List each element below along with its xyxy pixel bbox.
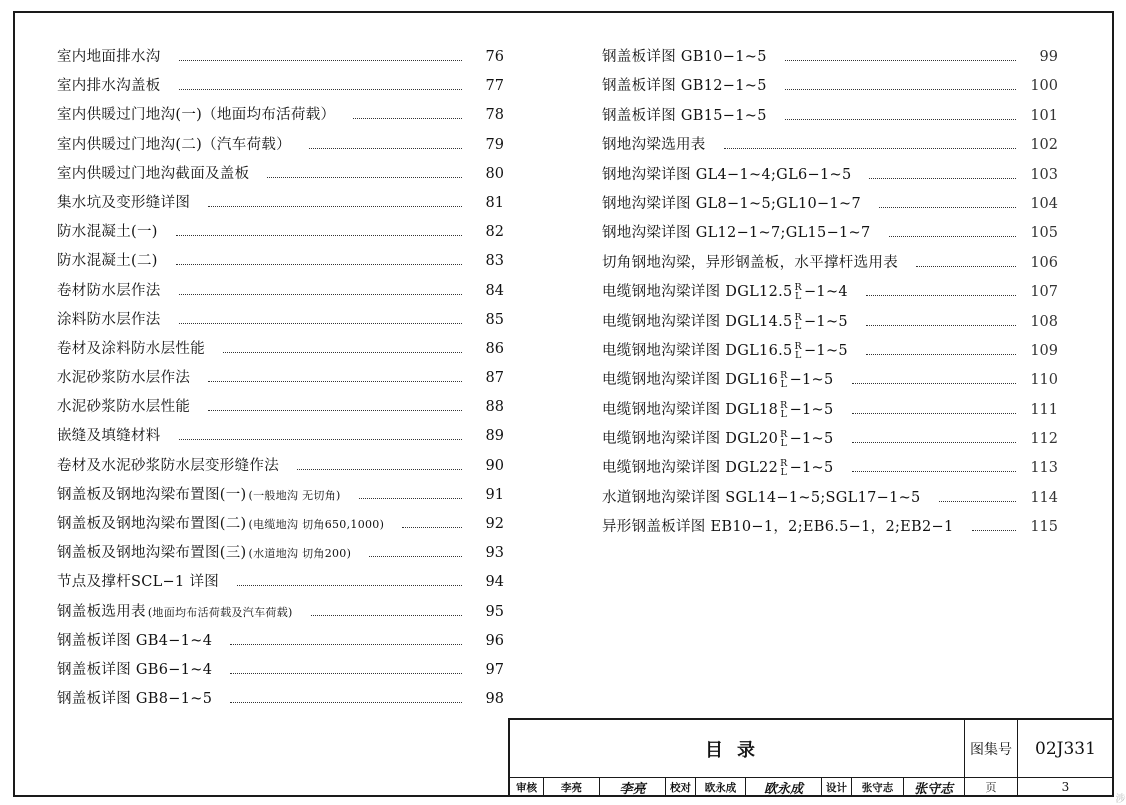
toc-entry-title-text: 钢盖板及钢地沟梁布置图(三): [57, 545, 247, 562]
dot-leader: [309, 148, 462, 149]
toc-entry: [57, 512, 504, 541]
toc-entry-page: 106: [1030, 254, 1058, 271]
dot-leader: [179, 89, 462, 90]
toc-entry-title-text: 水道钢地沟梁详图 SGL14−1~5;SGL17−1~5: [602, 489, 921, 506]
reviewer-signature: 李亮: [600, 778, 666, 796]
check-label: 校对: [666, 778, 696, 796]
toc-entry-title-text: 室内供暖过门地沟截面及盖板: [57, 165, 250, 182]
toc-entry-title: [602, 251, 898, 272]
title-block: [508, 718, 1113, 796]
toc-entry-page: 83: [485, 253, 504, 270]
toc-entry-fraction: [780, 430, 787, 448]
toc-entry-note: (电缆地沟 切角650,1000): [248, 518, 385, 531]
toc-entry-title: [57, 629, 212, 650]
toc-entry-title: [602, 398, 834, 419]
dot-leader: [179, 323, 462, 324]
toc-entry-page: 105: [1030, 225, 1058, 242]
toc-entry-title-text: 室内供暖过门地沟(一)（地面均布活荷载）: [57, 107, 336, 124]
toc-entry-page: 110: [1030, 372, 1058, 389]
toc-entry-page: 114: [1030, 489, 1058, 506]
toc-entry-title-text: 钢盖板详图 GB12−1~5: [602, 78, 767, 95]
toc-entry-title: [57, 74, 161, 95]
toc-entry-title: [57, 512, 384, 533]
toc-entry-title: [57, 541, 351, 562]
toc-entry: [602, 486, 1058, 515]
dot-leader: [267, 177, 462, 178]
toc-entry-page: 103: [1030, 166, 1058, 183]
reviewer-name: 李亮: [544, 778, 600, 796]
dot-leader: [916, 266, 1016, 267]
toc-entry-note: (水道地沟 切角200): [248, 547, 352, 561]
toc-entry: [602, 456, 1058, 485]
toc-entry-title-text: 异形钢盖板详图 EB10−1，2;EB6.5−1，2;EB2−1: [602, 519, 954, 536]
toc-entry-title-text: 电缆钢地沟梁详图 DGL16.5: [602, 342, 793, 359]
toc-entry-fraction: [780, 371, 787, 389]
dot-leader: [208, 381, 462, 382]
toc-entry-title: [602, 221, 871, 242]
fraction-part: L: [794, 291, 802, 303]
toc-entry: [602, 368, 1058, 397]
dot-leader: [724, 148, 1016, 149]
toc-entry-title-text: 钢地沟梁详图 GL8−1~5;GL10−1~7: [602, 195, 861, 212]
toc-entry-title-text: 钢盖板详图 GB8−1~5: [57, 691, 213, 708]
toc-entry-title: [57, 454, 279, 475]
toc-entry-page: 77: [485, 78, 504, 95]
dot-leader: [369, 556, 462, 557]
toc-entry-page: 102: [1030, 137, 1058, 154]
toc-entry: [602, 221, 1058, 250]
toc-entry-title-text: 钢盖板详图 GB6−1~4: [57, 661, 213, 678]
toc-entry-title-text: 切角钢地沟梁，异形钢盖板，水平撑杆选用表: [602, 254, 898, 271]
toc-entry-title: [57, 366, 190, 387]
toc-entry-title: [57, 308, 161, 329]
toc-entry: [57, 191, 504, 220]
toc-entry-page: 99: [1039, 49, 1058, 65]
dot-leader: [852, 442, 1016, 443]
toc-entry-page: 111: [1030, 401, 1058, 418]
toc-entry: [602, 515, 1058, 544]
fraction-part: L: [794, 320, 802, 332]
toc-entry-title-text: 水泥砂浆防水层作法: [57, 370, 191, 387]
toc-entry-title: [602, 192, 861, 213]
toc-entry-title-text: 电缆钢地沟梁详图 DGL18: [602, 401, 779, 418]
design-label: 设计: [822, 778, 852, 796]
toc-entry-title: [602, 515, 954, 536]
toc-entry-title: [602, 133, 706, 154]
toc-entry-title: [57, 424, 161, 445]
dot-leader: [230, 644, 462, 645]
toc-entry-fraction: [780, 401, 787, 419]
toc-entry-note: (地面均布活荷载及汽车荷载): [147, 605, 293, 619]
toc-entry-note: (一般地沟 无切角): [248, 488, 341, 502]
dot-leader: [939, 501, 1016, 502]
toc-entry-title-text: 电缆钢地沟梁详图 DGL16: [602, 372, 779, 389]
toc-entry: [57, 103, 504, 132]
toc-entry-title: [602, 74, 767, 95]
toc-entry-title-text: 钢盖板详图 GB15−1~5: [602, 107, 767, 124]
toc-right-column: [602, 45, 1058, 545]
toc-entry-title-text: 钢盖板及钢地沟梁布置图(二): [57, 516, 247, 532]
review-label: 审核: [510, 778, 544, 796]
toc-entry: [602, 310, 1058, 339]
toc-entry: [602, 45, 1058, 74]
dot-leader: [785, 60, 1016, 61]
toc-entry-title-text: 钢地沟梁详图 GL4−1~4;GL6−1~5: [602, 166, 852, 183]
toc-entry-title: [57, 220, 158, 241]
toc-entry-title-text: 电缆钢地沟梁详图 DGL12.5: [602, 284, 793, 301]
toc-entry-title: [57, 395, 190, 416]
dot-leader: [179, 439, 462, 440]
signature-row: [510, 778, 965, 796]
toc-entry-title: [602, 368, 834, 389]
toc-entry-page: 79: [485, 136, 504, 153]
dot-leader: [237, 585, 462, 586]
toc-entry-title-text: 钢地沟梁详图 GL12−1~7;GL15−1~7: [602, 225, 871, 242]
toc-entry-title: [57, 249, 158, 270]
toc-entry: [57, 133, 504, 162]
watermark: 涉: [1113, 793, 1124, 803]
fraction-part: L: [780, 408, 788, 420]
toc-entry: [57, 629, 504, 658]
toc-entry-title-suffix: −1~4: [803, 284, 848, 301]
toc-entry-title: [57, 658, 212, 679]
toc-entry-title: [602, 104, 767, 125]
page-number: 3: [1061, 780, 1070, 794]
toc-entry-page: 76: [485, 49, 504, 65]
toc-entry-title: [602, 163, 851, 184]
toc-entry-title-text: 卷材及涂料防水层性能: [57, 340, 205, 357]
dot-leader: [785, 119, 1016, 120]
dot-leader: [852, 413, 1016, 414]
designer-name: 张守志: [852, 778, 904, 796]
dot-leader: [297, 469, 462, 470]
toc-entry: [57, 74, 504, 103]
toc-entry-page: 92: [485, 516, 504, 532]
dot-leader: [208, 206, 462, 207]
toc-entry-title: [57, 337, 205, 358]
toc-entry-title-text: 室内供暖过门地沟(二)（汽车荷载）: [57, 136, 291, 153]
toc-entry: [57, 337, 504, 366]
dot-leader: [179, 294, 462, 295]
toc-entry: [602, 163, 1058, 192]
toc-entry-title-text: 钢盖板详图 GB10−1~5: [602, 49, 767, 65]
toc-entry-title-text: 电缆钢地沟梁详图 DGL14.5: [602, 313, 793, 330]
toc-entry: [602, 398, 1058, 427]
toc-entry-title-text: 节点及撑杆SCL−1 详图: [57, 574, 220, 591]
toc-entry-title: [57, 162, 249, 183]
fraction-part: R: [780, 458, 788, 470]
toc-entry: [57, 249, 504, 278]
toc-entry: [57, 395, 504, 424]
toc-entry: [57, 570, 504, 599]
dot-leader: [179, 60, 462, 61]
dot-leader: [852, 471, 1016, 472]
toc-entry-title: [602, 427, 834, 448]
fraction-part: R: [780, 370, 788, 382]
dot-leader: [353, 118, 462, 119]
dot-leader: [972, 530, 1016, 531]
fraction-part: R: [794, 340, 802, 352]
fraction-part: L: [780, 438, 788, 450]
fraction-part: L: [780, 467, 788, 479]
dot-leader: [230, 702, 462, 703]
toc-entry: [57, 279, 504, 308]
dot-leader: [869, 178, 1016, 179]
toc-entry-title-suffix: −1~5: [789, 372, 834, 389]
toc-entry-fraction: [780, 459, 787, 477]
designer-signature: 张守志: [913, 781, 953, 797]
toc-entry-page: 100: [1030, 78, 1058, 95]
toc-entry-page: 95: [485, 603, 504, 620]
toc-entry-page: 88: [485, 399, 504, 416]
toc-entry-title: [602, 280, 848, 301]
toc-entry: [602, 192, 1058, 221]
toc-entry-title-text: 卷材及水泥砂浆防水层变形缝作法: [57, 457, 279, 474]
toc-entry: [57, 687, 504, 716]
toc-entry-title-text: 涂料防水层作法: [57, 311, 161, 328]
toc-entry-page: 107: [1030, 284, 1058, 301]
toc-entry-page: 90: [485, 457, 504, 474]
dot-leader: [223, 352, 462, 353]
toc-entry-page: 81: [485, 194, 504, 211]
dot-leader: [176, 264, 462, 265]
toc-entry: [57, 162, 504, 191]
toc-entry-page: 101: [1030, 107, 1058, 124]
toc-entry-title: [602, 45, 767, 66]
toc-entry-page: 87: [485, 370, 504, 387]
toc-entry-title: [57, 45, 161, 66]
dot-leader: [208, 410, 462, 411]
toc-entry-title: [57, 687, 212, 708]
toc-entry-title-text: 钢盖板选用表: [57, 603, 146, 620]
toc-entry-title-text: 电缆钢地沟梁详图 DGL20: [602, 431, 779, 448]
toc-entry: [602, 74, 1058, 103]
toc-entry-title: [602, 310, 848, 331]
toc-entry-title: [57, 570, 219, 591]
dot-leader: [176, 235, 462, 236]
toc-entry-page: 85: [485, 311, 504, 328]
toc-entry-title-text: 水泥砂浆防水层性能: [57, 399, 191, 416]
checker-signature: 欧永成: [746, 778, 822, 796]
toc-entry-title-text: 室内排水沟盖板: [57, 78, 161, 95]
dot-leader: [311, 615, 462, 616]
toc-entry-title-text: 嵌缝及填缝材料: [57, 428, 161, 445]
toc-entry-page: 109: [1030, 342, 1058, 359]
toc-entry: [57, 658, 504, 687]
toc-entry-page: 93: [485, 545, 504, 562]
toc-left-column: [57, 45, 504, 716]
toc-entry: [602, 280, 1058, 309]
toc-entry-title-text: 集水坑及变形缝详图: [57, 194, 191, 211]
toc-entry-title: [57, 191, 190, 212]
toc-entry: [602, 339, 1058, 368]
toc-entry-title-text: 防水混凝土(二): [57, 253, 158, 270]
dot-leader: [230, 673, 462, 674]
title-block-title: 目录: [510, 720, 965, 778]
toc-entry-title: [57, 483, 341, 504]
toc-entry-title-text: 钢盖板及钢地沟梁布置图(一): [57, 486, 247, 503]
toc-entry: [57, 424, 504, 453]
toc-entry-title: [57, 133, 291, 154]
toc-entry-page: 80: [485, 165, 504, 182]
toc-entry: [57, 220, 504, 249]
toc-entry-page: 78: [485, 107, 504, 124]
fraction-part: L: [794, 349, 802, 361]
toc-entry-page: 82: [485, 224, 504, 241]
toc-entry-page: 94: [485, 574, 504, 591]
toc-entry-page: 96: [485, 632, 504, 649]
toc-entry: [602, 133, 1058, 162]
page-label: 页: [965, 778, 1018, 796]
toc-entry: [57, 454, 504, 483]
toc-entry-title-text: 室内地面排水沟: [57, 49, 161, 65]
toc-entry-title-text: 钢地沟梁选用表: [602, 137, 706, 154]
fraction-part: R: [794, 311, 802, 323]
toc-entry-page: 112: [1030, 431, 1058, 448]
toc-entry: [57, 366, 504, 395]
toc-entry-page: 97: [485, 661, 504, 678]
toc-entry: [57, 541, 504, 570]
toc-entry: [602, 251, 1058, 280]
toc-entry: [57, 308, 504, 337]
toc-entry-title-text: 电缆钢地沟梁详图 DGL22: [602, 460, 779, 477]
toc-entry: [57, 600, 504, 629]
toc-entry-page: 84: [485, 282, 504, 299]
fraction-part: L: [780, 379, 788, 391]
toc-entry-fraction: [795, 342, 802, 360]
toc-entry-page: 108: [1030, 313, 1058, 330]
toc-entry-title: [602, 456, 834, 477]
fraction-part: R: [780, 429, 788, 441]
toc-entry-title-suffix: −1~5: [803, 313, 848, 330]
fraction-part: R: [794, 282, 802, 294]
toc-entry-title: [57, 600, 293, 621]
toc-entry-page: 98: [485, 691, 504, 708]
toc-entry-page: 86: [485, 340, 504, 357]
toc-entry-title-suffix: −1~5: [803, 342, 848, 359]
toc-entry-title: [57, 103, 335, 124]
toc-entry-page: 91: [485, 486, 504, 503]
atlas-number-label: 图集号: [965, 720, 1018, 778]
toc-entry-title-text: 钢盖板详图 GB4−1~4: [57, 632, 213, 649]
toc-entry-fraction: [795, 283, 802, 301]
toc-entry: [602, 427, 1058, 456]
fraction-part: R: [780, 399, 788, 411]
dot-leader: [402, 527, 462, 528]
toc-entry-page: 89: [485, 428, 504, 445]
toc-entry: [57, 45, 504, 74]
dot-leader: [866, 295, 1016, 296]
toc-entry: [602, 104, 1058, 133]
toc-entry: [57, 483, 504, 512]
dot-leader: [866, 325, 1016, 326]
dot-leader: [866, 354, 1016, 355]
toc-entry-title-suffix: −1~5: [789, 431, 834, 448]
toc-entry-title-suffix: −1~5: [789, 460, 834, 477]
toc-entry-page: 115: [1030, 519, 1058, 536]
toc-entry-title: [602, 339, 848, 360]
toc-entry-title-text: 卷材防水层作法: [57, 282, 161, 299]
toc-entry-title: [602, 486, 921, 507]
dot-leader: [852, 383, 1016, 384]
toc-entry-page: 104: [1030, 195, 1058, 212]
toc-entry-page: 113: [1030, 460, 1058, 477]
toc-entry-title: [57, 279, 161, 300]
atlas-number: 02J331: [1018, 720, 1113, 778]
dot-leader: [359, 498, 462, 499]
toc-entry-title-text: 防水混凝土(一): [57, 224, 158, 241]
toc-entry-title-suffix: −1~5: [789, 401, 834, 418]
checker-name: 欧永成: [696, 778, 746, 796]
toc-entry-fraction: [795, 313, 802, 331]
dot-leader: [785, 89, 1016, 90]
dot-leader: [879, 207, 1016, 208]
dot-leader: [889, 236, 1016, 237]
